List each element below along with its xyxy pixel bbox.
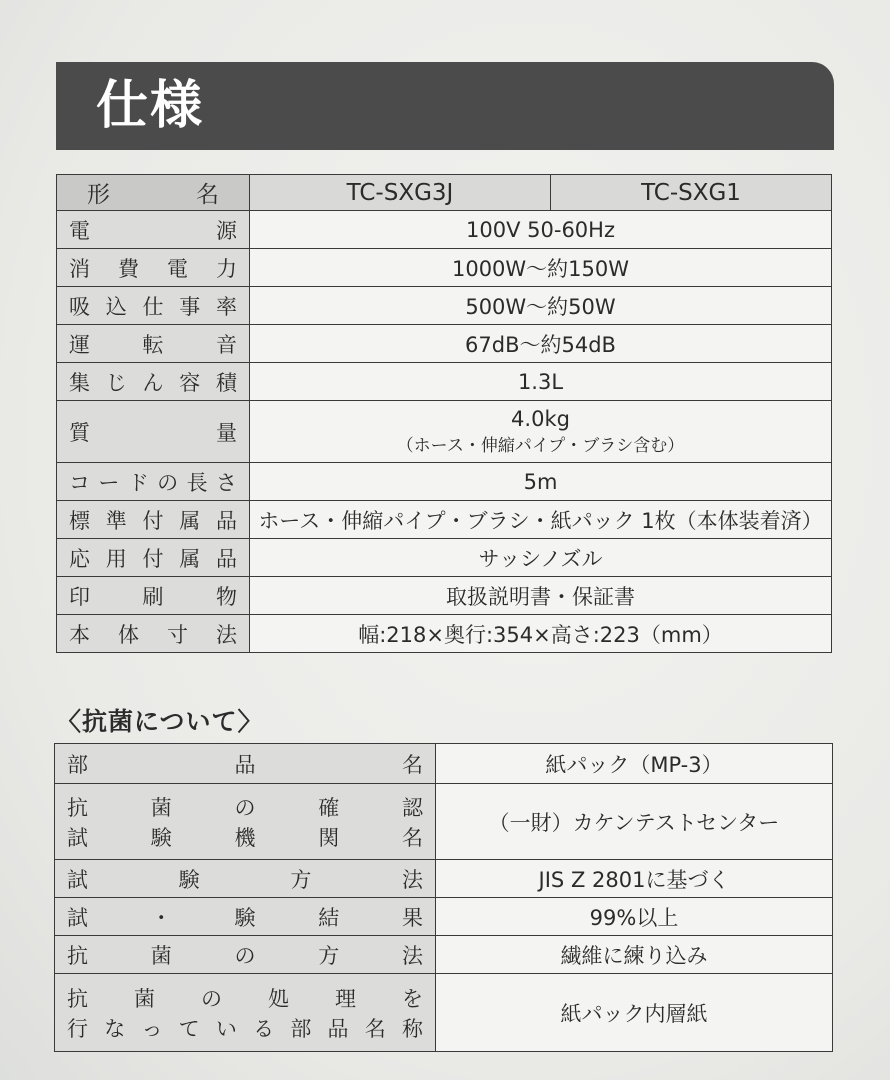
title-bar [56,62,834,150]
spec-row [57,463,832,501]
antibacterial-value: 紙パック内層紙 [436,974,833,1052]
spec-label: 応 用 付 属 品 [57,539,250,577]
spec-row [57,363,832,401]
antibacterial-value: （一財）カケンテストセンター [436,784,833,860]
antibacterial-body [55,744,833,1052]
spec-row [57,615,832,653]
spec-label: 吸 込 仕 事 率 [57,287,250,325]
spec-value: ホース・伸縮パイプ・ブラシ・紙パック 1枚（本体装着済） [250,501,832,539]
spec-value: 取扱説明書・保証書 [250,577,832,615]
antibacterial-label: 試 験 方 法 [55,860,436,898]
spec-row [57,577,832,615]
antibacterial-label: 部 品 名 [55,744,436,784]
page-title: 仕様 [96,76,205,136]
spec-value: 500W～約50W [250,287,832,325]
spec-label: 標 準 付 属 品 [57,501,250,539]
spec-value: 幅:218×奥行:354×高さ:223（mm） [250,615,832,653]
spec-label: 本 体 寸 法 [57,615,250,653]
antibacterial-row [55,936,833,974]
antibacterial-heading: 〈抗菌について〉 [56,707,264,736]
antibacterial-value: 紙パック（MP-3） [436,744,833,784]
spec-label: 集 じ ん 容 積 [57,363,250,401]
spec-row [57,211,832,249]
antibacterial-row [55,860,833,898]
antibacterial-label: 抗 菌 の 確 認 試 験 機 関 名 [55,784,436,860]
spec-label: 消 費 電 力 [57,249,250,287]
spec-value: 1.3L [250,363,832,401]
spec-note: （ホース・伸縮パイプ・ブラシ含む） [396,436,685,456]
spec-row [57,249,832,287]
spec-header-row [57,175,832,211]
antibacterial-row [55,898,833,936]
spec-row [57,325,832,363]
model-name-1: TC-SXG3J [250,175,551,211]
spec-body [57,211,832,653]
spec-label: 印 刷 物 [57,577,250,615]
antibacterial-value: JIS Z 2801に基づく [436,860,833,898]
antibacterial-label: 抗 菌 の 方 法 [55,936,436,974]
spec-header-label: 形 名 [57,175,250,211]
spec-label: コ ー ド の 長 さ [57,463,250,501]
spec-table [56,174,832,653]
antibacterial-label: 試 ・ 験 結 果 [55,898,436,936]
antibacterial-row [55,974,833,1052]
antibacterial-table [54,743,833,1052]
spec-value: 4.0kg （ホース・伸縮パイプ・ブラシ含む） [250,401,832,463]
spec-row [57,287,832,325]
spec-value: 1000W～約150W [250,249,832,287]
antibacterial-value: 99%以上 [436,898,833,936]
antibacterial-row [55,784,833,860]
antibacterial-label: 抗 菌 の 処 理 を 行 な っ て い る 部 品 名 称 [55,974,436,1052]
antibacterial-row [55,744,833,784]
antibacterial-value: 繊維に練り込み [436,936,833,974]
spec-label: 電 源 [57,211,250,249]
spec-row [57,501,832,539]
spec-value: 100V 50-60Hz [250,211,832,249]
spec-value: 67dB～約54dB [250,325,832,363]
model-name-2: TC-SXG1 [551,175,832,211]
spec-row [57,401,832,463]
spec-value: サッシノズル [250,539,832,577]
spec-row [57,539,832,577]
spec-label: 運 転 音 [57,325,250,363]
spec-label: 質 量 [57,401,250,463]
spec-value: 5m [250,463,832,501]
